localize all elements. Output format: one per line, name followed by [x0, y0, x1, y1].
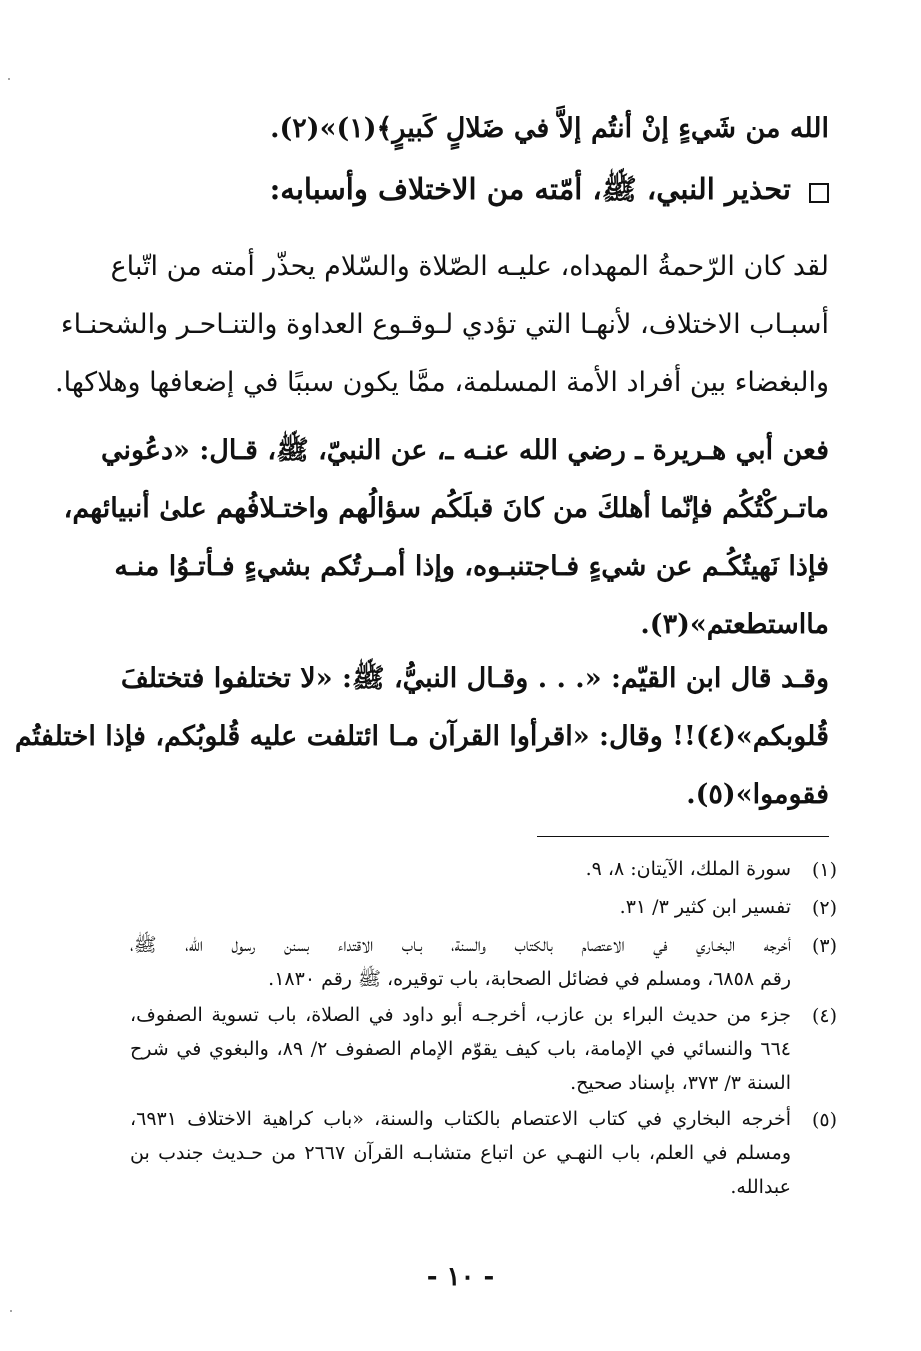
footnote-number: (٣) [811, 935, 837, 957]
footnote-2 [130, 890, 837, 926]
paragraph-hadith [63, 422, 829, 654]
footnote-number: (٥) [811, 1109, 837, 1131]
footnote-text [130, 852, 791, 888]
footnote-3 [130, 928, 837, 996]
footnote-text [130, 1102, 791, 1204]
footnotes [130, 852, 837, 1204]
footnote-line: ومسلم في العلم، باب النهـي عن اتباع متشابـه القرآن ٢٦٦٧ من حـديث جندب بن [130, 1142, 791, 1164]
footnote-line: جزء من حديث البراء بن عازب، أخرجـه أبو داود في الصلاة، باب تسوية الصفوف، [130, 1004, 791, 1026]
footnote-number: (٤) [811, 1005, 837, 1027]
footnote-line: تفسير ابن كثير ٣/ ٣١. [619, 896, 791, 918]
scan-speck [10, 1310, 12, 1312]
footnote-line: سورة الملك، الآيتان: ٨، ٩. [585, 858, 791, 880]
paragraph-line: والبغضاء بين أفراد الأمة المسلمة، ممَّا يكون سببًا في إضعافها وهلاكها. [55, 367, 829, 398]
footnote-line: أخرجه البخـاري في الاعتصام بالكتاب والسنة، بـاب الاقتداء بسنن رسول الله، ﷺ، [130, 934, 791, 956]
paragraph-line: أسبـاب الاختلاف، لأنهـا التي تؤدي لـوقـوع العداوة والتنـاحـر والشحنـاء [60, 309, 829, 340]
scan-speck [8, 78, 10, 80]
section-heading-text: تحذير النبي، ﷺ، أمّته من الاختلاف وأسبابه: [269, 172, 791, 206]
section-heading [270, 172, 829, 214]
footnote-text [130, 890, 791, 926]
verse-ending [130, 100, 829, 158]
paragraph-line: مااستطعتم»(٣). [640, 609, 829, 640]
paragraph-line: فعن أبي هـريرة ـ رضي الله عنـه ـ، عن النبيّ، ﷺ، قـال: «دعُوني [100, 435, 829, 466]
paragraph-line: ماتـركْتُكُم فإنّما أهلكَ من كانَ قبلَكُم سؤالُهم واختـلافُهم علىٰ أنبيائهم، [63, 493, 829, 524]
footnote-line: أخرجه البخاري في كتاب الاعتصام بالكتاب والسنة، «باب كراهية الاختلاف ٦٩٣١، [130, 1108, 791, 1130]
footnote-5 [130, 1102, 837, 1204]
footnote-text [130, 928, 791, 996]
verse-line: الله من شَيءٍ إنْ أنتُم إلاَّ في ضَلالٍ كَبيرٍ﴾(١)»(٢). [270, 113, 829, 144]
paragraph-line: لقد كان الرّحمةُ المهداه، عليـه الصّلاة والسّلام يحذّر أمته من اتّباع [110, 251, 829, 282]
footnote-text [130, 998, 791, 1100]
footnote-line: السنة ٣/ ٣٧٣، بإسناد صحيح. [570, 1072, 791, 1094]
paragraph-line: وقـد قال ابن القيّم: «. . . وقـال النبيُّ، ﷺ: «لا تختلفوا فتختلفَ [120, 663, 829, 694]
footnote-1 [130, 852, 837, 888]
footnote-separator [537, 836, 829, 837]
paragraph-line: فقوموا»(٥). [686, 779, 829, 810]
footnote-number: (١) [811, 859, 837, 881]
square-bullet-icon [809, 183, 829, 203]
footnote-4 [130, 998, 837, 1100]
paragraph-ibn-qayyim [14, 650, 829, 824]
footnote-line: عبدالله. [730, 1176, 791, 1198]
footnote-number: (٢) [811, 897, 837, 919]
page-number: - ١٠ - [426, 1262, 495, 1292]
footnote-line: رقم ٦٨٥٨، ومسلم في فضائل الصحابة، باب توقيره، ﷺ رقم ١٨٣٠. [268, 968, 791, 990]
paragraph-line: قُلوبكم»(٤)!! وقال: «اقرأوا القرآن مـا ائتلفت عليه قُلوبُكم، فإذا اختلفتُم [14, 721, 829, 752]
paragraph-line: فإذا نَهيتُكُـم عن شيءٍ فـاجتنبـوه، وإذا أمـرتُكم بشيءٍ فـأتـوُا منـه [114, 551, 829, 582]
footnote-line: ٦٦٤ والنسائي في الإمامة، باب كيف يقوّم الإمام الصفوف ٢/ ٨٩، والبغوي في شرح [130, 1038, 792, 1060]
paragraph-intro [55, 238, 829, 412]
